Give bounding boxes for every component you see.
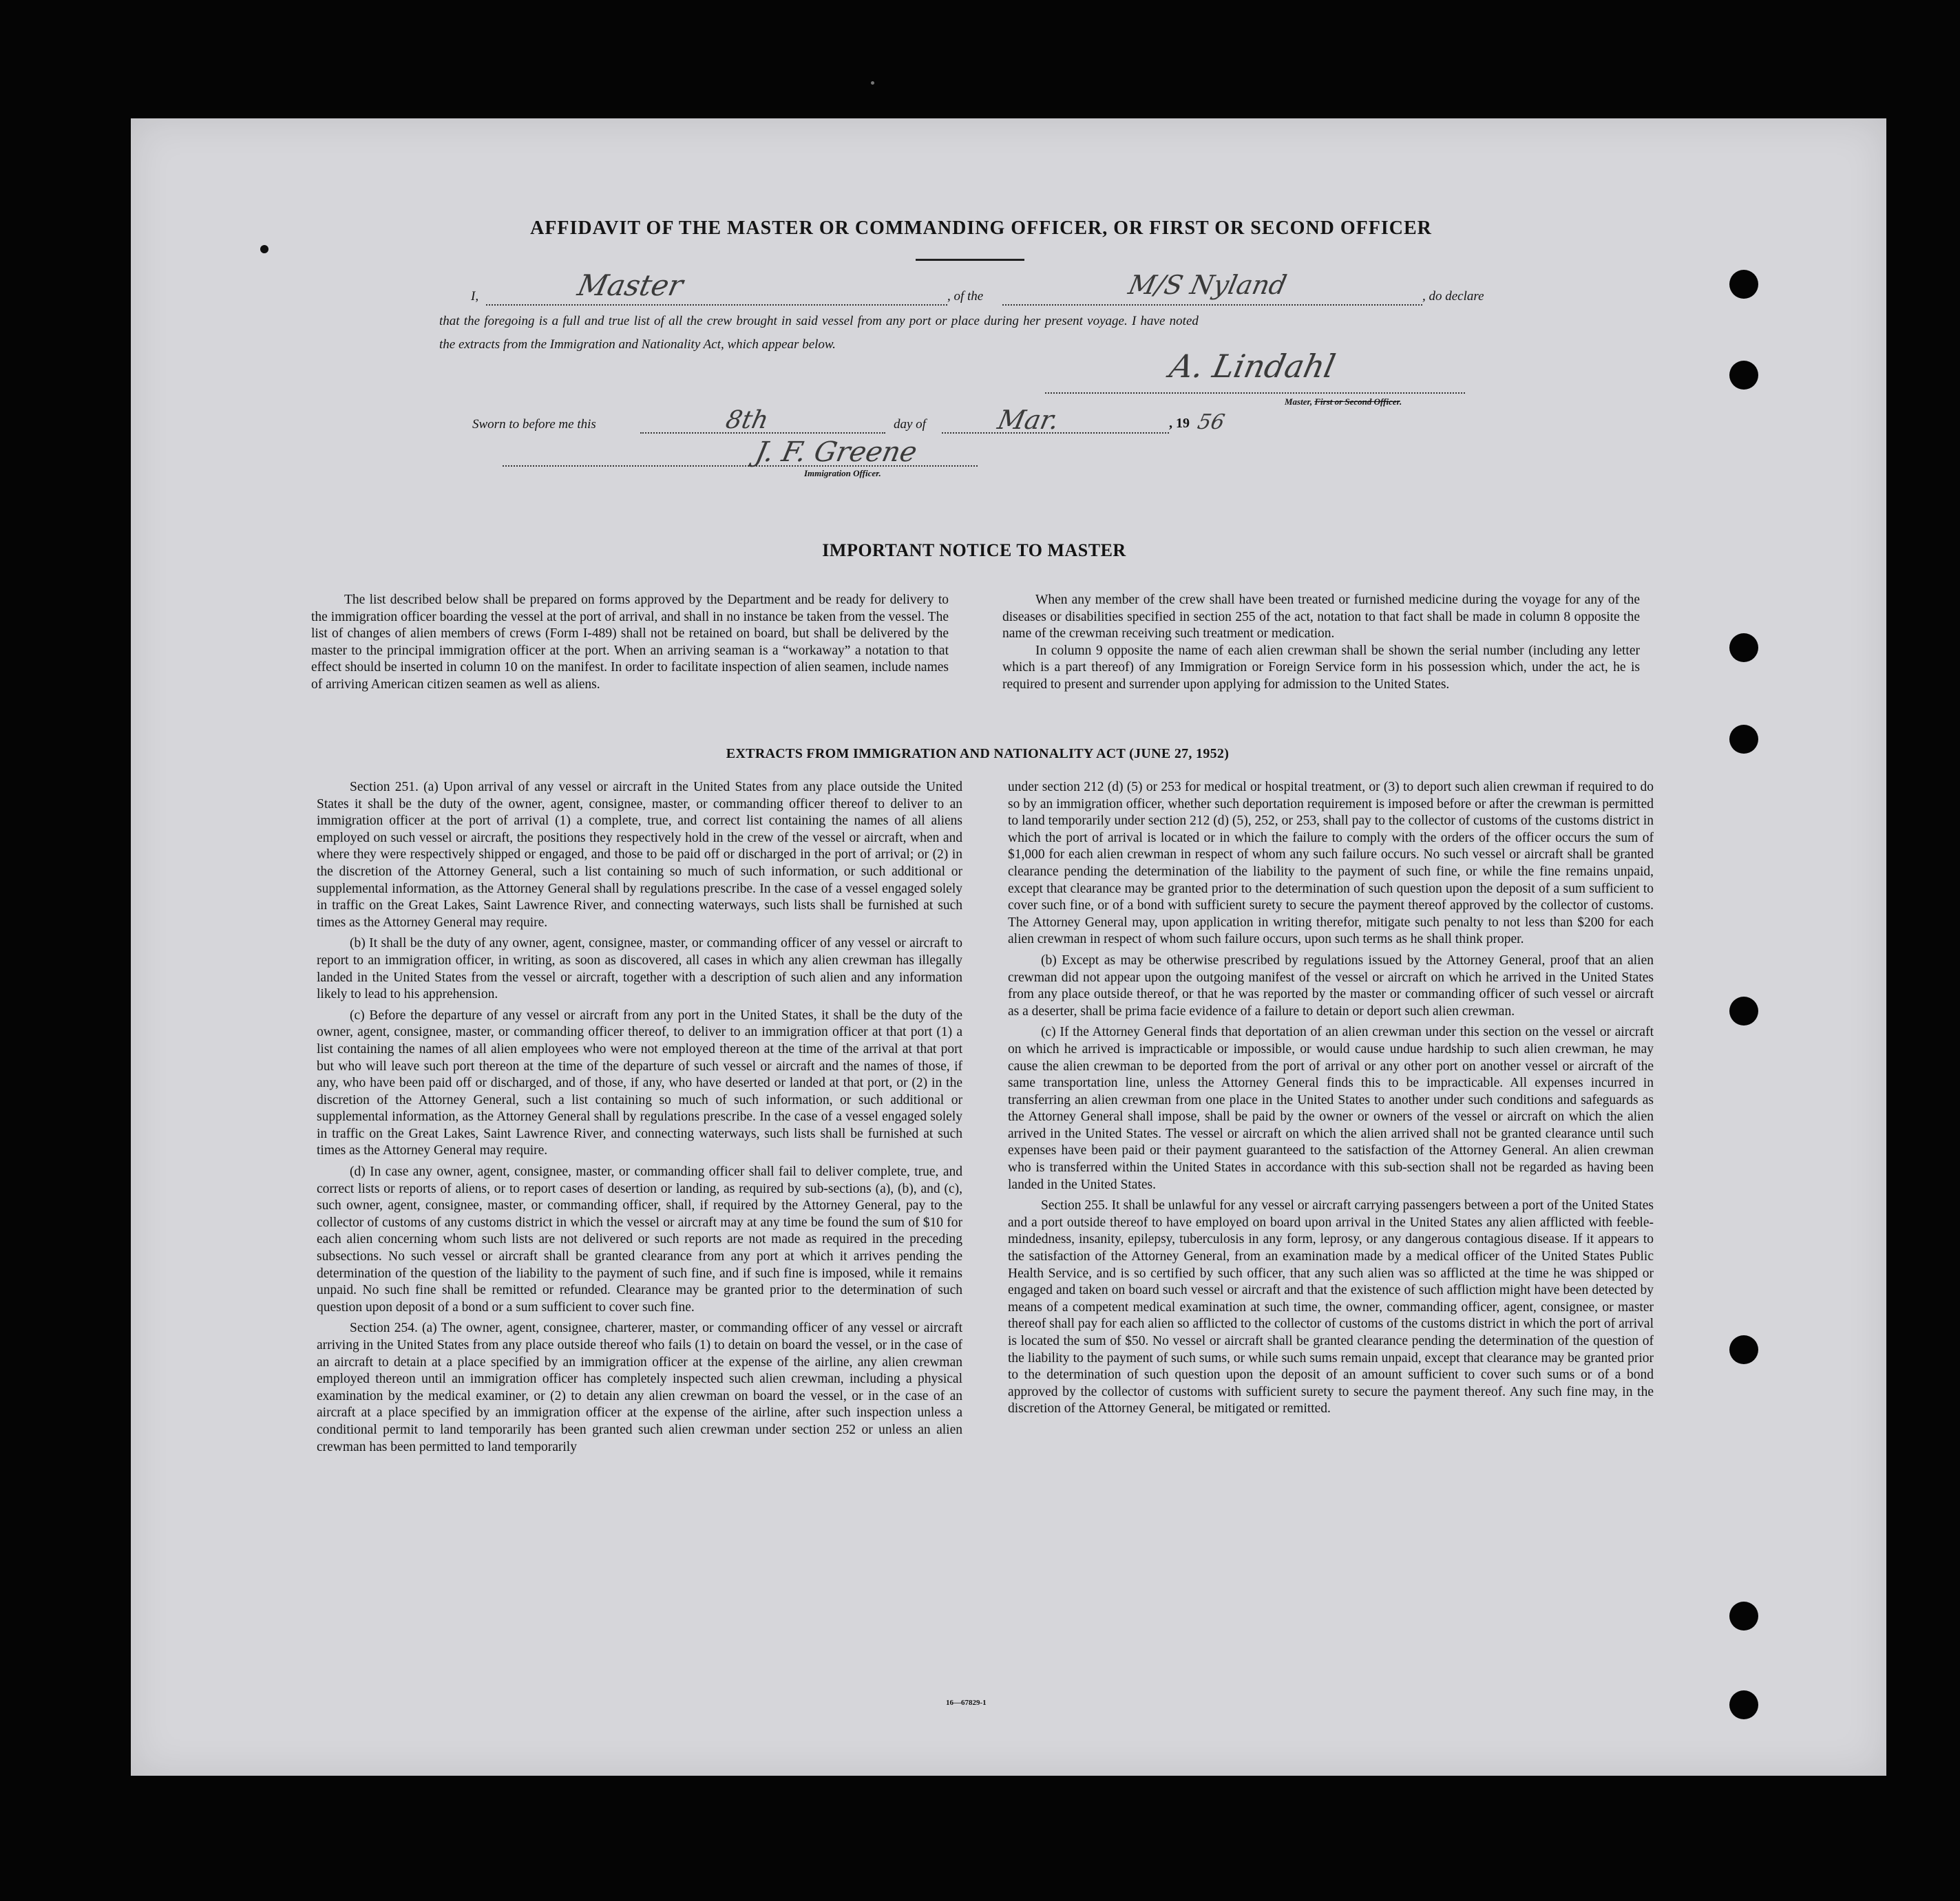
sworn-label: Sworn to before me this <box>472 417 596 432</box>
declaration-line-2: the extracts from the Immigration and Nationality Act, which appear below. <box>439 337 836 352</box>
notice-title: IMPORTANT NOTICE TO MASTER <box>822 540 1126 560</box>
rank-handwritten: Master <box>574 268 686 302</box>
punch-hole <box>1729 1602 1758 1631</box>
notice-left-column <box>311 592 949 698</box>
day-of-label: day of <box>894 417 926 432</box>
declaration-line-1: that the foregoing is a full and true list of all the crew brought in said vessel from any port or place during her present voyage. I have noted <box>439 314 1199 328</box>
i-label: I, <box>471 289 479 304</box>
title-rule <box>916 259 1024 261</box>
affidavit-title: AFFIDAVIT OF THE MASTER OR COMMANDING OFFICER, OR FIRST OR SECOND OFFICER <box>530 217 1432 239</box>
section-254-b: (b) Except as may be otherwise prescribed by regulations issued by the Attorney General, proof that an alien crewman did not appear upon the outgoing manifest of the vessel or aircraft on which he arrived in the United States from any place outside thereof, or that he was reported by the master or commanding officer of such vessel or aircraft as a deserter, shall be prima facie evidence of a failure to detain or deport such alien crewman. <box>1008 953 1654 1019</box>
rank-line <box>486 304 947 306</box>
form-number: 16—67829-1 <box>946 1699 987 1707</box>
section-254-c: (c) If the Attorney General finds that deportation of an alien crewman under this section on the vessel or aircraft on which he arrived is impracticable or impossible, or would cause undue hardship to such alien crewman, he may cause the alien crewman to be deported from the port of arrival or any other port on another vessel or aircraft of the same transportation line, unless the Attorney General finds this to be impracticable. All expenses incurred in transferring an alien crewman from one place in the United States to another under such conditions and safeguards as the Attorney General shall impose, shall be paid by the owner or owners of the vessel or aircraft on which the alien arrived in the United States. The vessel or aircraft on which the alien arrived shall not be granted clearance until such expenses have been paid or their payment guaranteed to the satisfaction of the Attorney General. An alien crewman who is transferred within the United States in accordance with this sub-section shall not be regarded as having been landed in the United States. <box>1008 1025 1654 1192</box>
punch-hole <box>1729 725 1758 754</box>
punch-hole <box>1729 633 1758 662</box>
section-254-a-cont: under section 212 (d) (5) or 253 for medical or hospital treatment, or (3) to deport such alien crewman if required to do so by an immigration officer, whether such deportation requirement is imposed before or after the crewman is permitted to land temporarily under section 212 (d) (5), 252, or 253, shall pay to the collector of customs of the customs district in which the port of arrival is located or in which the failure to comply with the orders of the officer occurs the sum of $1,000 for each alien crewman in respect of whom any such failure occurs. No such vessel or aircraft shall be granted clearance pending the determination of the liability to the payment of such fine, or while the fine remains unpaid, except that clearance may be granted prior to the determination of such question upon the deposit of a sum sufficient to cover such fine, or of a bond with sufficient surety to secure the payment thereof approved by the collector of customs. The Attorney General may, upon application in writing therefor, mitigate such penalty to not less than $200 for each alien crewman in respect of whom such failure occurs, upon such terms as he shall think proper. <box>1008 780 1654 947</box>
punch-hole <box>1729 1335 1758 1364</box>
month-handwritten: Mar. <box>995 405 1062 435</box>
of-the-label: , of the <box>947 289 984 304</box>
notice-right-paragraph-2: In column 9 opposite the name of each alien crewman shall be shown the serial number (including any letter which is a part thereof) of any Immigration or Foreign Service form in his possession which, under the act, he is required to present and surrender upon applying for admission to the United States. <box>1002 643 1640 692</box>
caption-end: . <box>1399 396 1402 407</box>
notice-left-paragraph: The list described below shall be prepared on forms approved by the Department and be ready for delivery to the immigration officer boarding the vessel at the port of arrival, and shall in no instance be taken from the vessel. The list of changes of alien members of crews (Form I-489) shall not be retained on board, but shall be delivered by the master to the principal immigration officer at the port. When an arriving seaman is a “workaway” a notation to that effect should be inserted in column 10 on the manifest. In order to facilitate inspection of alien seamen, include names of arriving American citizen seamen as well as aliens. <box>311 593 949 692</box>
signature-line <box>1045 392 1465 394</box>
notice-right-paragraph-1: When any member of the crew shall have been treated or furnished medicine during the voyage for any of the diseases or disabilities specified in section 255 of the act, notation to that fact shall be made in column 8 opposite the name of the crewman receiving such treatment or medication. <box>1002 593 1640 641</box>
extracts-left-column <box>317 779 962 1460</box>
ink-speck <box>871 81 874 85</box>
extracts-title: EXTRACTS FROM IMMIGRATION AND NATIONALITY ACT (JUNE 27, 1952) <box>726 746 1230 761</box>
declare-label: , do declare <box>1422 289 1484 304</box>
officer-signature: J. F. Greene <box>752 436 920 468</box>
section-255: Section 255. It shall be unlawful for any vessel or aircraft carrying passengers between a port of the United States and a port outside thereof to have employed on board upon arrival in the United States any alien afflicted with feeble-mindedness, insanity, epilepsy, tuberculosis in any form, leprosy, or any dangerous contagious disease. If it appears to the satisfaction of the Attorney General, from an examination made by a medical officer of the United States Public Health Service, and is so certified by such officer, that any such alien was so afflicted at the time he was shipped or engaged and taken on board such vessel or aircraft and that the existence of such affliction might have been detected by means of a competent medical examination at such time, the owner, commanding officer, agent, consignee, or master thereof shall pay for each alien so afflicted to the collector of customs of the customs district in which the port of arrival is located the sum of $50. No vessel or aircraft shall be granted clearance pending the determination of the question of the liability to the payment of such sums, or while such sums remain unpaid, except that clearance may be granted prior to the determination of such question upon the deposit of an amount sufficient to cover such sums or of a bond approved by the collector of customs with sufficient surety to secure the payment thereof. Any such fine may, in the discretion of the Attorney General, be mitigated or remitted. <box>1008 1198 1654 1416</box>
officer-line <box>503 465 978 467</box>
section-251-b: (b) It shall be the duty of any owner, agent, consignee, master, or commanding officer of any vessel or aircraft to report to an immigration officer, in writing, as soon as discovered, all cases in which any alien crewman has illegally landed in the United States from the vessel or aircraft, together with a description of such alien and any information likely to lead to his apprehension. <box>317 936 962 1002</box>
vessel-line <box>1002 304 1422 306</box>
punch-hole <box>1729 270 1758 299</box>
day-handwritten: 8th <box>723 406 771 434</box>
punch-hole <box>1729 361 1758 390</box>
year-printed: , 19 <box>1169 416 1190 431</box>
officer-caption: Immigration Officer. <box>804 468 881 478</box>
section-251-a: Section 251. (a) Upon arrival of any vessel or aircraft in the United States from any place outside the United States it shall be the duty of the owner, agent, consignee, master, or commanding officer thereof to deliver to an immigration officer at the port of arrival (1) a complete, true, and correct list containing the names of all aliens employed on such vessel or aircraft, the positions they respectively hold in the crew of the vessel or aircraft, when and where they were respectively shipped or engaged, and those to be paid off or discharged in the port of arrival; or (2) in the discretion of the Attorney General, such a list containing so much of such information, or such additional or supplemental information, as the Attorney General shall by regulations prescribe. In the case of a vessel engaged solely in traffic on the Great Lakes, Saint Lawrence River, and connecting waterways, such lists shall be furnished at such times as the Attorney General may require. <box>317 780 962 930</box>
vessel-handwritten: M/S Nyland <box>1126 270 1289 300</box>
notice-right-column <box>1002 592 1640 698</box>
caption-master: Master, <box>1285 396 1313 407</box>
section-251-c: (c) Before the departure of any vessel or aircraft from any port in the United States, it shall be the duty of the owner, agent, consignee, master, or commanding officer thereof, to deliver to an immigration officer at that port (1) a list containing the names of all alien employees who were not employed thereon at the time of the arrival at that port but who will leave such port thereon at the time of the departure of such vessel or aircraft and the names of those, if any, who have been paid off or discharged, and of those, if any, who have deserted or landed at that port, or (2) in the discretion of the Attorney General, such a list containing so much of such information, or such additional or supplemental information, as the Attorney General shall by regulations prescribe. In the case of a vessel engaged solely in traffic on the Great Lakes, Saint Lawrence River, and connecting waterways, such lists shall be furnished at such times as the Attorney General may require. <box>317 1008 962 1158</box>
section-251-d: (d) In case any owner, agent, consignee, master, or commanding officer shall fail to deliver complete, true, and correct lists or reports of aliens, or to report cases of desertion or landing, as required by sub-sections (a), (b), and (c), such owner, agent, consignee, master, or commanding officer, shall, if required by the Attorney General, pay to the collector of customs of any customs district in which the vessel or aircraft may at any time be found the sum of $10 for each alien concerning whom such lists are not delivered or such reports are not made as required in the preceding subsections. No such vessel or aircraft shall be granted clearance from any port at which it arrives pending the determination of the question of the liability to the payment of such fine, and if such fine is imposed, while it remains unpaid. No such fine shall be remitted or refunded. Clearance may be granted prior to the determination of such question upon deposit of a bond or a sum sufficient to cover such fine. <box>317 1165 962 1315</box>
master-signature: A. Lindahl <box>1166 348 1339 385</box>
section-254-a: Section 254. (a) The owner, agent, consignee, charterer, master, or commanding officer of any vessel or aircraft arriving in the United States from any place outside thereof who fails (1) to detain on board the vessel, or in the case of an aircraft to detain at a place specified by an immigration officer at the expense of the airline, any alien crewman employed thereon until an immigration officer has completely inspected such alien crewman, including a physical examination by the medical examiner, or (2) to detain any alien crewman on board the vessel, or in the case of an aircraft at a place specified by an immigration officer at the expense of the airline, after such inspection unless a conditional permit to land temporarily has been granted such alien crewman under section 252 or unless an alien crewman has been permitted to land temporarily <box>317 1321 962 1454</box>
ink-speck <box>260 245 268 253</box>
year-handwritten: 56 <box>1195 410 1227 434</box>
extracts-right-column <box>1008 779 1654 1422</box>
punch-hole <box>1729 1690 1758 1719</box>
punch-hole <box>1729 997 1758 1026</box>
caption-struck: First or Second Officer <box>1314 396 1400 407</box>
signer-caption <box>1285 396 1402 407</box>
